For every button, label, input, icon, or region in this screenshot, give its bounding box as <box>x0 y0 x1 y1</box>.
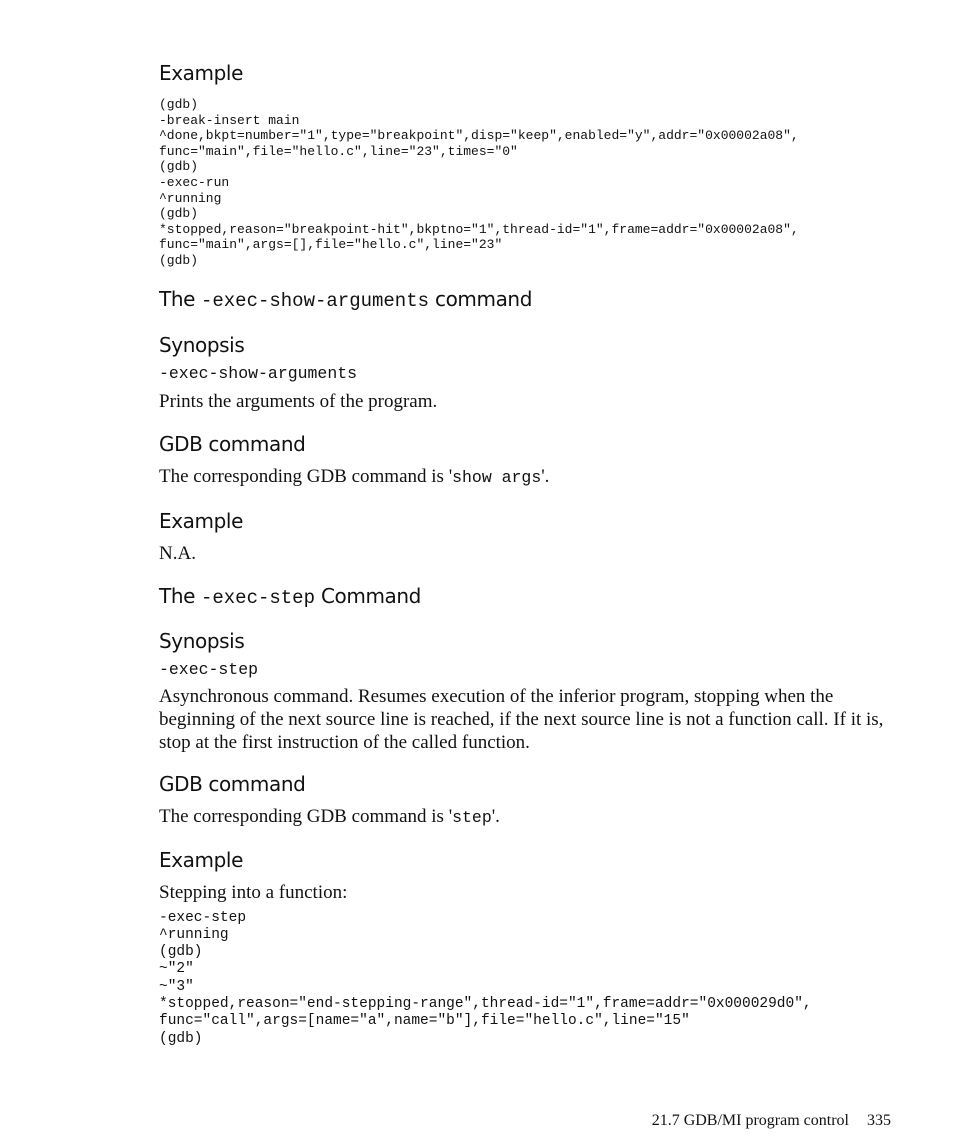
footer-section: 21.7 GDB/MI program control <box>651 1112 849 1129</box>
synopsis-show-arguments: -exec-show-arguments <box>159 363 358 383</box>
example-heading-1: Example <box>159 61 243 85</box>
gdb-prefix: The corresponding GDB command is ' <box>159 465 453 487</box>
gdb-command-show-args <box>159 465 893 489</box>
synopsis-heading-2: Synopsis <box>159 628 245 653</box>
gdb-command-step <box>159 805 893 829</box>
exec-show-arguments-title <box>159 286 893 314</box>
title-prefix: The <box>159 583 201 608</box>
title-command: -exec-step <box>200 586 315 609</box>
page-number: 335 <box>867 1112 891 1129</box>
gdb-command-heading-2: GDB command <box>159 771 306 796</box>
example-heading-3: Example <box>159 847 243 872</box>
synopsis-heading-1: Synopsis <box>159 332 245 357</box>
gdb-command-code: show args <box>452 467 542 487</box>
gdb-command-heading-1: GDB command <box>159 431 306 456</box>
example-na: N.A. <box>159 542 196 564</box>
gdb-suffix: '. <box>541 465 550 487</box>
gdb-command-code: step <box>452 807 492 827</box>
example-stepping-intro: Stepping into a function: <box>159 881 348 903</box>
gdb-suffix: '. <box>491 805 500 827</box>
code-block-break-insert: (gdb) -break-insert main ^done,bkpt=number="1",type="breakpoint",disp="keep",enabled="y",addr="0x00002a08", func="main",file="hello.c",line="23",times="0" (gdb) -exec-run ^running (gdb) *stopped,reason="breakpoint-hit",bkptno="1",thread-id="1",frame=addr="0x00002a08", func="main",args=[],file="hello.c",line="23" (gdb) <box>159 97 799 268</box>
title-suffix: command <box>429 286 532 311</box>
page-footer <box>652 1112 891 1130</box>
example-heading-2: Example <box>159 508 243 533</box>
gdb-prefix: The corresponding GDB command is ' <box>159 805 453 827</box>
synopsis-exec-step: -exec-step <box>159 659 259 679</box>
title-prefix: The <box>159 286 201 311</box>
code-block-exec-step: -exec-step ^running (gdb) ~"2" ~"3" *stopped,reason="end-stepping-range",thread-id="1",frame=addr="0x000029d0", func="call",args=[name="a",name="b"],file="hello.c",line="15" (gdb) <box>159 909 812 1047</box>
title-suffix: Command <box>315 583 421 608</box>
show-arguments-description: Prints the arguments of the program. <box>159 390 438 412</box>
exec-step-description: Asynchronous command. Resumes execution of the inferior program, stopping when the beginning of the next source line is reached, if the next source line is not a function call. If it is, stop at the first instruction of the called function. <box>159 685 884 753</box>
document-page <box>159 60 893 1048</box>
title-command: -exec-show-arguments <box>200 289 430 312</box>
exec-step-title <box>159 583 893 611</box>
